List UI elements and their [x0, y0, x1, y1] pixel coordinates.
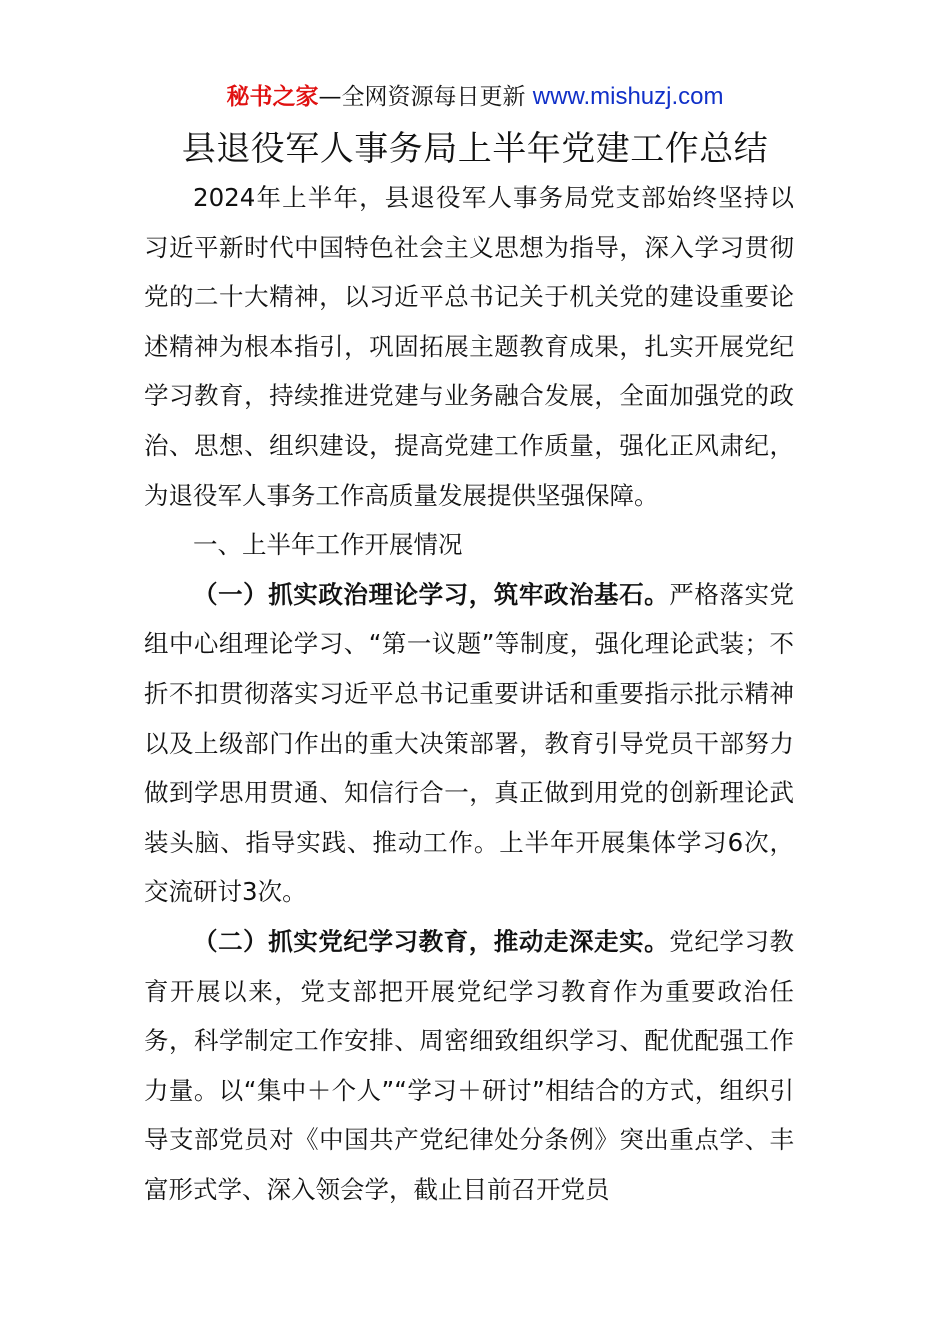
- document-title: 县退役军人事务局上半年党建工作总结: [181, 129, 769, 169]
- site-url[interactable]: www.mishuzj.com: [532, 83, 724, 110]
- site-slogan: —全网资源每日更新: [318, 84, 526, 110]
- document-body: [144, 173, 794, 1214]
- section-heading: 一、上半年工作开展情况: [193, 530, 463, 560]
- section-2-text: 党纪学习教育开展以来，党支部把开展党纪学习教育作为重要政治任务，科学制定工作安排、周密细致组织学习、配优配强工作力量。以“集中＋个人”“学习＋研讨”相结合的方式，组织引导支部党员对《中国共产党纪律处分条例》突出重点学、丰富形式学、深入领会学，截止目前召开党员: [144, 926, 795, 1204]
- intro-paragraph: 2024年上半年，县退役军人事务局党支部始终坚持以习近平新时代中国特色社会主义思想为指导，深入学习贯彻党的二十大精神，以习近平总书记关于机关党的建设重要论述精神为根本指引，巩固拓展主题教育成果，扎实开展党纪学习教育，持续推进党建与业务融合发展，全面加强党的政治、思想、组织建设，提高党建工作质量，强化正风肃纪，为退役军人事务工作高质量发展提供坚强保障。: [144, 183, 794, 510]
- section-paragraph-2: [144, 917, 794, 1215]
- section-paragraph-1: [144, 570, 794, 917]
- section-1-text: 严格落实党组中心组理论学习、“第一议题”等制度，强化理论武装；不折不扣贯彻落实习近平总书记重要讲话和重要指示批示精神以及上级部门作出的重大决策部署，教育引导党员干部努力做到学思用贯通、知信行合一，真正做到用党的创新理论武装头脑、指导实践、推动工作。上半年开展集体学习6次，交流研讨3次。: [144, 579, 795, 907]
- section-1-lead: （一）抓实政治理论学习，筑牢政治基石。: [193, 579, 670, 609]
- section-2-lead: （二）抓实党纪学习教育，推动走深走实。: [193, 926, 670, 956]
- site-brand: 秘书之家: [226, 84, 319, 110]
- site-header: [0, 80, 950, 114]
